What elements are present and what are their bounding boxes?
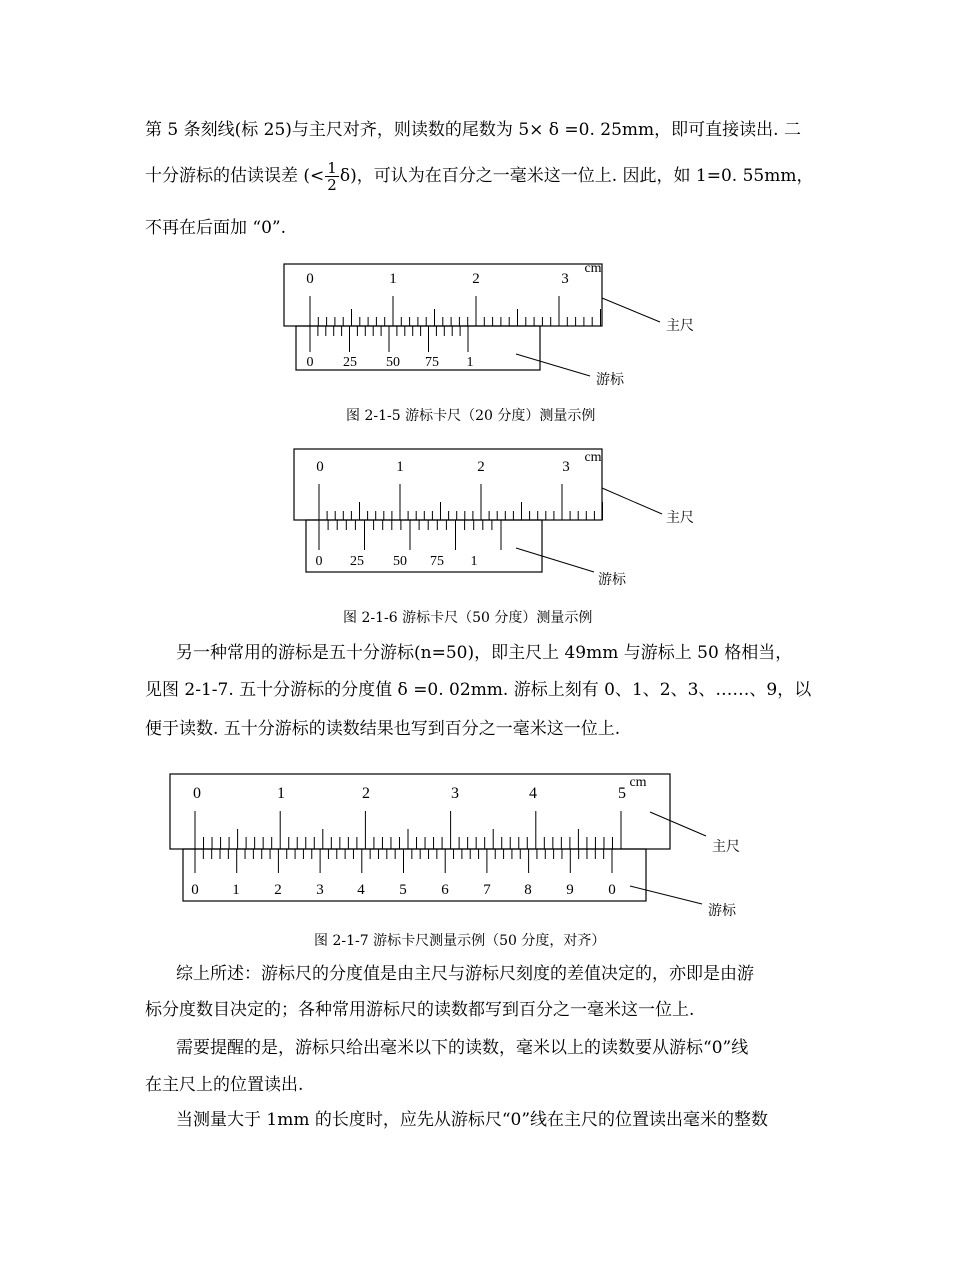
vernier-leader-line xyxy=(516,354,590,376)
main-scale-number: 0 xyxy=(193,785,201,802)
fraction-denominator: 2 xyxy=(327,176,337,194)
text-line: 当测量大于 1mm 的长度时，应先从游标尺“0”线在主尺的位置读出毫米的整数 xyxy=(176,1110,769,1130)
text-line: 第 5 条刻线(标 25)与主尺对齐，则读数的尾数为 5× δ =0. 25mm，即可直接读出. 二 xyxy=(145,120,801,140)
main-scale-number: 1 xyxy=(389,271,397,287)
main-scale-leader-line xyxy=(602,298,660,322)
vernier-scale-number: 8 xyxy=(524,882,532,898)
figure-2-1-7 xyxy=(170,774,740,919)
main-scale-number: 2 xyxy=(362,785,370,802)
main-scale-leader-line xyxy=(650,812,706,836)
vernier-scale-number: 6 xyxy=(441,882,449,898)
vernier-scale-number: 0 xyxy=(306,355,314,370)
unit-label: cm xyxy=(629,775,647,790)
text-line: 在主尺上的位置读出. xyxy=(145,1075,304,1095)
vernier-scale-number: 0 xyxy=(191,882,199,898)
main-scale-number: 0 xyxy=(306,271,314,287)
figure-caption: 图 2-1-5 游标卡尺（20 分度）测量示例 xyxy=(346,408,596,424)
vernier-leader-line xyxy=(516,548,594,572)
main-scale-number: 5 xyxy=(618,785,626,802)
figure-caption: 图 2-1-7 游标卡尺测量示例（50 分度，对齐） xyxy=(314,933,606,949)
text-line: 标分度数目决定的；各种常用游标尺的读数都写到百分之一毫米这一位上. xyxy=(145,1000,695,1020)
text-line: 见图 2-1-7. 五十分游标的分度值 δ =0. 02mm. 游标上刻有 0、1、2、3、……、9，以 xyxy=(145,680,812,700)
text-line: 不再在后面加 “0”. xyxy=(145,218,287,238)
vernier-scale-box xyxy=(183,849,646,901)
main-scale-leader-line xyxy=(602,488,662,514)
vernier-scale-box xyxy=(306,520,542,572)
main-scale-number: 4 xyxy=(529,785,537,802)
vernier-scale-number: 7 xyxy=(483,882,491,898)
vernier-scale-number: 9 xyxy=(566,882,574,898)
vernier-scale-number: 4 xyxy=(357,882,365,898)
text-line: 需要提醒的是，游标只给出毫米以下的读数，毫米以上的读数要从游标“0”线 xyxy=(176,1038,749,1058)
main-scale-number: 1 xyxy=(396,459,404,475)
vernier-scale-label: 游标 xyxy=(598,573,626,588)
main-scale-box xyxy=(284,264,602,326)
main-scale-label: 主尺 xyxy=(666,319,694,334)
vernier-scale-number: 1 xyxy=(232,882,240,898)
text-fragment: 十分游标的估读误差 (< xyxy=(145,166,325,186)
unit-label: cm xyxy=(584,261,602,276)
vernier-scale-number: 75 xyxy=(430,554,444,569)
vernier-scale-number: 1 xyxy=(470,554,478,569)
vernier-scale-number: 1 xyxy=(466,355,474,370)
text-line: 便于读数. 五十分游标的读数结果也写到百分之一毫米这一位上. xyxy=(145,719,621,739)
text-line: 综上所述：游标尺的分度值是由主尺与游标尺刻度的差值决定的，亦即是由游 xyxy=(176,964,754,984)
text-line: 另一种常用的游标是五十分游标(n=50)，即主尺上 49mm 与游标上 50 格相当， xyxy=(176,643,793,663)
vernier-scale-number: 2 xyxy=(274,882,282,898)
main-scale-label: 主尺 xyxy=(712,840,740,855)
main-scale-number: 1 xyxy=(277,785,285,802)
unit-label: cm xyxy=(584,450,602,465)
figure-caption: 图 2-1-6 游标卡尺（50 分度）测量示例 xyxy=(343,610,593,626)
figure-2-1-6 xyxy=(294,449,694,588)
vernier-scale-label: 游标 xyxy=(596,373,624,388)
main-scale-box xyxy=(294,449,602,520)
vernier-scale-number: 25 xyxy=(350,554,364,569)
main-scale-number: 2 xyxy=(472,271,480,287)
main-scale-number: 3 xyxy=(561,271,569,287)
vernier-scale-number: 0 xyxy=(315,554,323,569)
vernier-scale-number: 0 xyxy=(608,882,616,898)
vernier-scale-number: 50 xyxy=(386,355,400,370)
text-fragment: δ)，可认为在百分之一毫米这一位上. 因此，如 1=0. 55mm， xyxy=(339,166,814,186)
vernier-scale-label: 游标 xyxy=(708,904,736,919)
main-scale-number: 3 xyxy=(562,459,570,475)
main-scale-number: 3 xyxy=(451,785,459,802)
vernier-scale-number: 5 xyxy=(399,882,407,898)
main-scale-number: 2 xyxy=(477,459,485,475)
vernier-scale-number: 75 xyxy=(425,355,439,370)
main-scale-label: 主尺 xyxy=(666,511,694,526)
figure-2-1-5 xyxy=(284,261,694,388)
vernier-scale-box xyxy=(296,326,540,370)
vernier-scale-number: 50 xyxy=(393,554,407,569)
main-scale-number: 0 xyxy=(316,459,324,475)
vernier-scale-number: 25 xyxy=(343,355,357,370)
fraction-numerator: 1 xyxy=(327,159,337,177)
vernier-scale-number: 3 xyxy=(316,882,324,898)
